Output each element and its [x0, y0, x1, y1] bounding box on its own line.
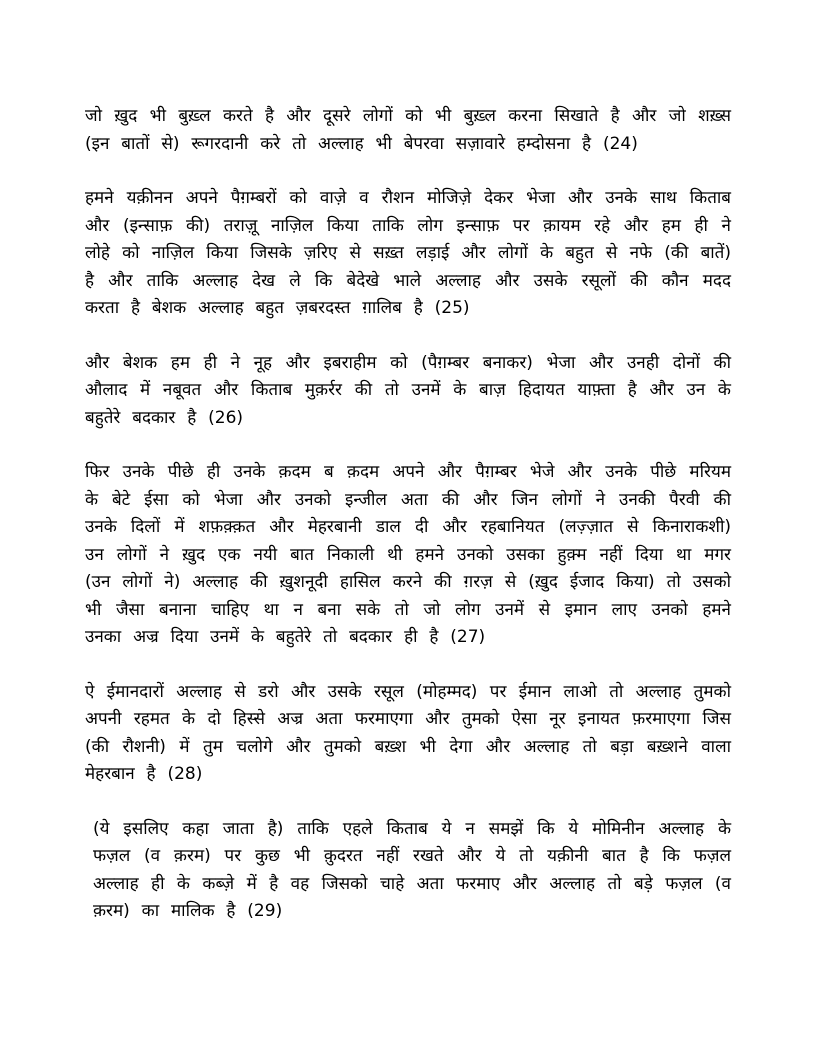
verse-paragraph-24: जो ख़ुद भी बुख़्ल करते है और दूसरे लोगों को भी बुख़्ल करना सिखाते है और जो शख़्स (इन बातों से) रूगरदानी करे तो अल्लाह भी बेपरवा सज़ावारे हम्दोसना है (24) — [85, 106, 731, 154]
verse-text-block — [85, 103, 731, 926]
verse-paragraph-28: ऐ ईमानदारों अल्लाह से डरो और उसके रसूल (मोहम्मद) पर ईमान लाओ तो अल्लाह तुमको अपनी रहमत के दो हिस्से अज्र अता फरमाएगा और तुमको ऐसा नूर इनायत फ़रमाएगा जिस (की रौशनी) में तुम चलोगे और तुमको बख़्श भी देगा और अल्लाह तो बड़ा बख़्शने वाला मेहरबान है (28) — [85, 681, 731, 784]
verse-paragraph-27: फिर उनके पीछे ही उनके क़दम ब क़दम अपने और पैग़म्बर भेजे और उनके पीछे मरियम के बेटे ईसा को भेजा और उनको इन्जील अता की और जिन लोगों ने उनकी पैरवी की उनके दिलों में शफ़क़्क़त और मेहरबानी डाल दी और रहबानियत (लज़्ज़ात से किनाराकशी) उन लोगों ने ख़ुद एक नयी बात निकाली थी हमने उनको उसका हुक़्म नहीं दिया था मगर (उन लोगों ने) अल्लाह की ख़ुशनूदी हासिल करने की ग़रज़ से (ख़ुद ईजाद किया) तो उसको भी जैसा बनाना चाहिए था न बना सके तो जो लोग उनमें से इमान लाए उनको हमने उनका अज्र दिया उनमें के बहुतेरे तो बदकार ही है (27) — [85, 462, 731, 647]
verse-paragraph-25: हमने यक़ीनन अपने पैग़म्बरों को वाज़े व रौशन मोजिज़े देकर भेजा और उनके साथ किताब और (इन्साफ़ की) तराजू़ नाज़िल किया ताकि लोग इन्साफ़ पर क़ायम रहे और हम ही ने लोहे को नाज़िल किया जिसके ज़रिए से सख़्त लड़ाई और लोगों के बहुत से नफे (की बातें) है और ताकि अल्लाह देख ले कि बेदेखे भाले अल्लाह और उसके रसूलों की कौन मदद करता है बेशक अल्लाह बहुत ज़बरदस्त ग़ालिब है (25) — [85, 188, 731, 318]
verse-paragraph-29: (ये इसलिए कहा जाता है) ताकि एहले किताब ये न समझें कि ये मोमिनीन अल्लाह के फज़ल (व क़रम) पर कुछ भी क़ुदरत नहीं रखते और ये तो यक़ीनी बात है कि फज़ल अल्लाह ही के कब्ज़े में है वह जिसको चाहे अता फरमाए और अल्लाह तो बड़े फज़ल (व क़रम) का मालिक है (29) — [93, 818, 731, 921]
verse-paragraph-26: और बेशक हम ही ने नूह और इबराहीम को (पैग़म्बर बनाकर) भेजा और उनही दोनों की औलाद में नबूवत और किताब मुक़र्रर की तो उनमें के बाज़ हिदायत याफ़्ता है और उन के बहुतेरे बदकार है (26) — [85, 352, 731, 428]
